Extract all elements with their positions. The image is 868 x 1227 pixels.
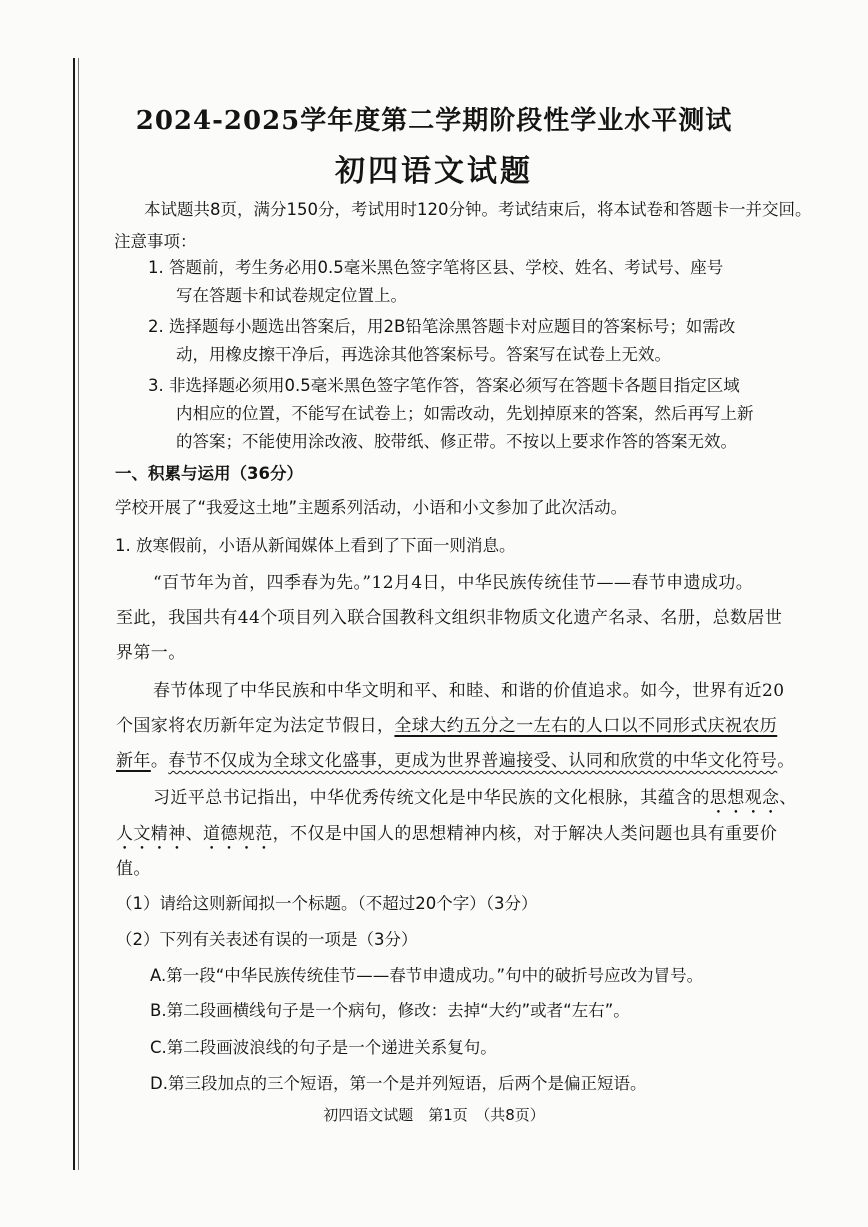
question-1-1: （1）请给这则新闻拟一个标题。（不超过20个字）（3分）	[116, 894, 538, 913]
dotted-phrase-2: 人文精神	[116, 824, 186, 844]
section-lead: 学校开展了“我爱这土地”主题系列活动，小语和小文参加了此次活动。	[115, 498, 628, 517]
passage-p1-line1: “百节年为首，四季春为先。”12月4日，中华民族传统佳节——春节申遗成功。	[153, 573, 754, 593]
exam-subtitle: 初四语文试题	[335, 154, 533, 189]
question-1-stem: 1. 放寒假前，小语从新闻媒体上看到了下面一则消息。	[115, 536, 516, 555]
option-d: D.第三段加点的三个短语，第一个是并列短语，后两个是偏正短语。	[150, 1074, 647, 1093]
exam-title: 2024-2025学年度第二学期阶段性学业水平测试	[135, 106, 733, 136]
notice-label: 注意事项：	[114, 232, 197, 251]
passage-p3-line3: 值。	[116, 859, 151, 879]
option-b: B.第二段画横线句子是一个病句，修改：去掉“大约”或者“左右”。	[150, 1001, 630, 1020]
passage-p3-line2: 人文精神、道德规范，不仅是中国人的思想精神内核，对于解决人类问题也具有重要价	[116, 824, 778, 844]
passage-p2-line1: 春节体现了中华民族和中华文明和平、和睦、和谐的价值追求。如今，世界有近20	[153, 681, 785, 701]
notice-item-1-line1: 1. 答题前，考生务必用0.5毫米黑色签字笔将区县、学校、姓名、考试号、座号	[148, 258, 724, 277]
notice-item-1-line2: 写在答题卡和试卷规定位置上。	[176, 286, 407, 305]
section-heading: 一、积累与运用（36分）	[115, 464, 303, 483]
underlined-sentence: 全球大约五分之一左右的人口以不同形式庆祝农历	[394, 716, 778, 736]
passage-p3-line1: 习近平总书记指出，中华优秀传统文化是中华民族的文化根脉，其蕴含的思想观念、	[153, 788, 797, 808]
notice-item-num: 3.	[148, 376, 164, 395]
notice-item-3-line3: 的答案；不能使用涂改液、胶带纸、修正带。不按以上要求作答的答案无效。	[176, 432, 737, 451]
page-footer: 初四语文试题 第1页 （共8页）	[323, 1106, 545, 1124]
passage-p1-line2: 至此，我国共有44个项目列入联合国教科文组织非物质文化遗产名录、名册，总数居世	[116, 608, 783, 628]
notice-item-num: 2.	[148, 317, 164, 336]
notice-item-2-line2: 动，用橡皮擦干净后，再选涂其他答案标号。答案写在试卷上无效。	[176, 345, 671, 364]
dotted-phrase-3: 道德规范	[203, 824, 273, 844]
intro-line: 本试题共8页，满分150分，考试用时120分钟。考试结束后，将本试卷和答题卡一并交回。	[144, 200, 812, 219]
notice-item-2-line1: 2. 选择题每小题选出答案后，用2B铅笔涂黑答题卡对应题目的答案标号；如需改	[148, 317, 736, 336]
dotted-phrase-1: 思想观念	[709, 788, 780, 808]
option-a: A.第一段“中华民族传统佳节——春节申遗成功。”句中的破折号应改为冒号。	[150, 966, 704, 985]
notice-item-num: 1.	[148, 258, 164, 277]
passage-p2-line3: 新年。春节不仅成为全球文化盛事，更成为世界普遍接受、认同和欣赏的中华文化符号。	[116, 751, 795, 771]
underlined-sentence-end: 新年	[116, 751, 151, 771]
binding-line-inner	[78, 58, 79, 1170]
notice-item-3-line2: 内相应的位置，不能写在试卷上；如需改动，先划掉原来的答案，然后再写上新	[176, 404, 754, 423]
notice-item-3-line1: 3. 非选择题必须用0.5毫米黑色签字笔作答，答案必须写在答题卡各题目指定区域	[148, 376, 740, 395]
option-c: C.第二段画波浪线的句子是一个递进关系复句。	[150, 1038, 497, 1057]
binding-line	[73, 58, 75, 1170]
wavy-underlined-sentence: 春节不仅成为全球文化盛事，更成为世界普遍接受、认同和欣赏的中华文化符号	[168, 751, 778, 771]
question-1-2: （2）下列有关表述有误的一项是（3分）	[116, 930, 418, 949]
passage-p1-line3: 界第一。	[116, 643, 186, 663]
passage-p2-line2: 个国家将农历新年定为法定节假日，全球大约五分之一左右的人口以不同形式庆祝农历	[116, 716, 778, 736]
